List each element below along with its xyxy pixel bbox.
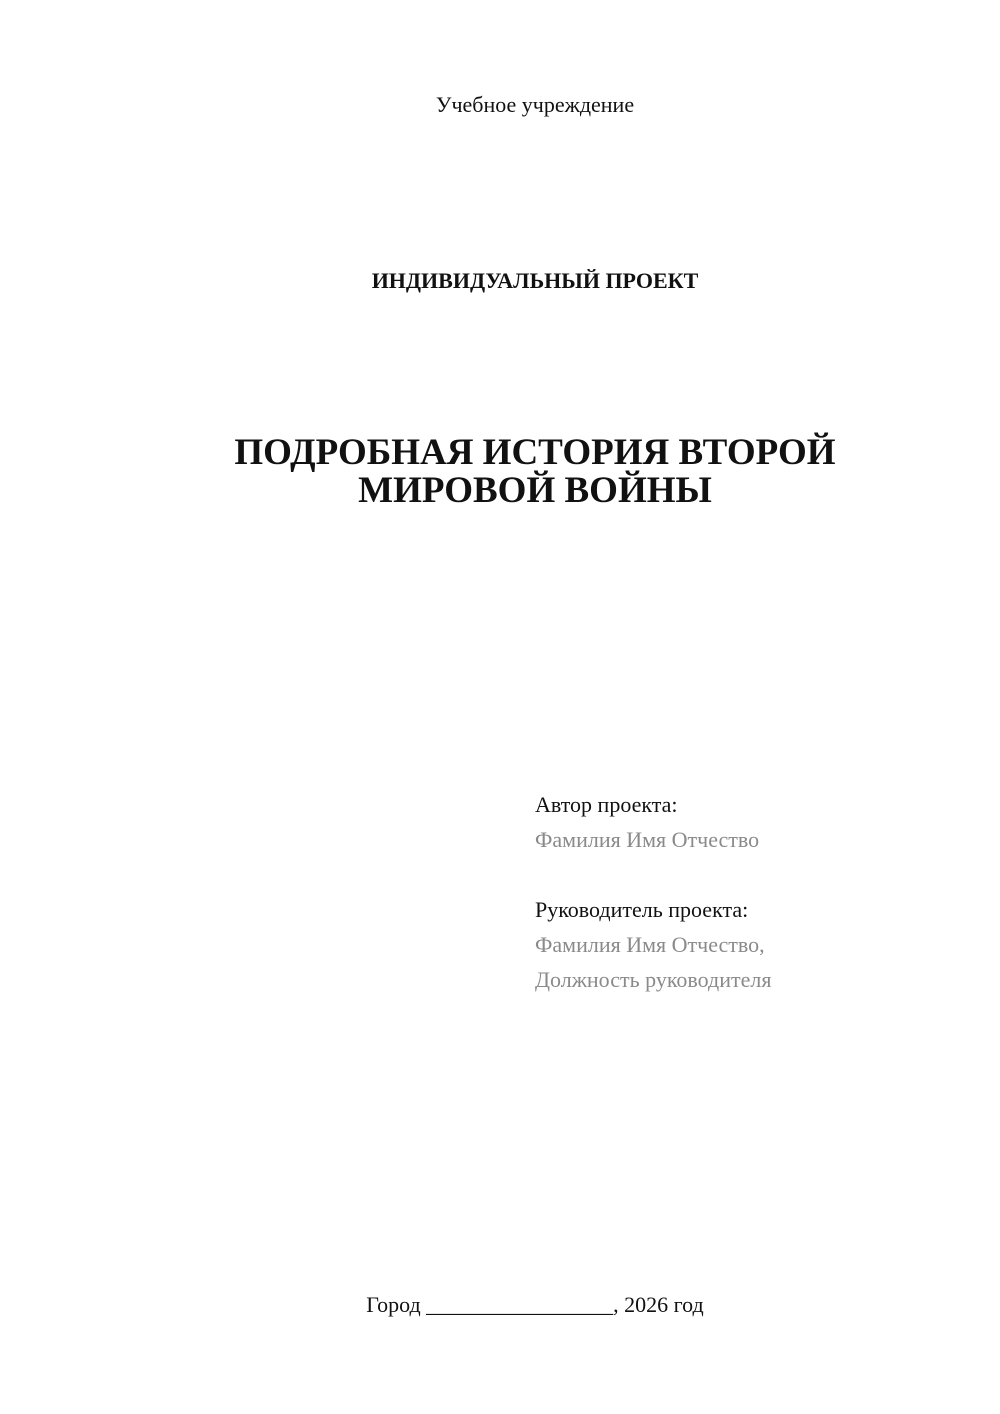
info-spacer xyxy=(535,857,955,892)
project-type-heading: ИНДИВИДУАЛЬНЫЙ ПРОЕКТ xyxy=(371,268,699,293)
city-year-line: Город _________________, 2026 год xyxy=(366,1292,704,1317)
project-title-line-2: МИРОВОЙ ВОЙНЫ xyxy=(358,470,712,511)
author-name-placeholder: Фамилия Имя Отчество xyxy=(535,827,760,852)
supervisor-label: Руководитель проекта: xyxy=(535,897,749,922)
project-title xyxy=(180,434,890,510)
supervisor-position-placeholder: Должность руководителя xyxy=(535,967,772,992)
project-title-line-1: ПОДРОБНАЯ ИСТОРИЯ ВТОРОЙ xyxy=(234,432,836,473)
institution-name: Учебное учреждение xyxy=(435,92,635,117)
project-info-block xyxy=(535,787,955,997)
author-label: Автор проекта: xyxy=(535,792,678,817)
supervisor-name-placeholder: Фамилия Имя Отчество, xyxy=(535,932,765,957)
